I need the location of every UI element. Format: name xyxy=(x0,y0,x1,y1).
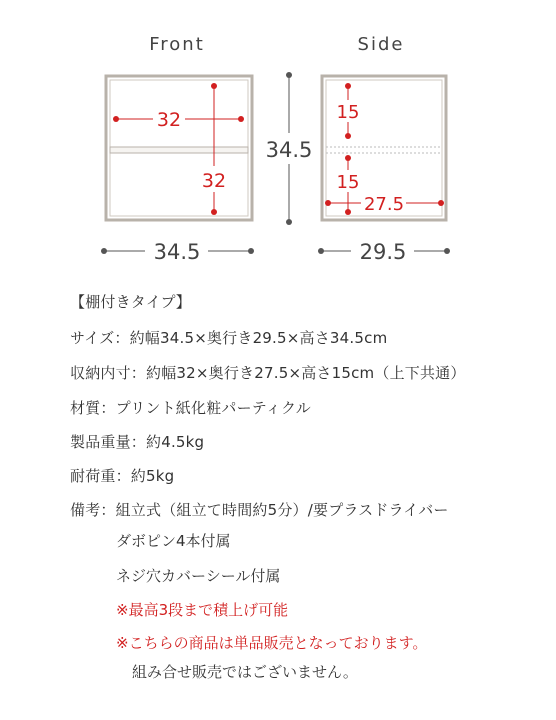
side-depth-dot-right xyxy=(438,200,444,206)
front-inner-height-label: 32 xyxy=(201,170,227,192)
dimension-diagram xyxy=(0,0,556,290)
spec-size: サイズ：約幅34.5×奥行き29.5×高さ34.5cm xyxy=(70,329,388,347)
front-overall-width-dot-right xyxy=(248,248,254,254)
side-overall-depth-dot-left xyxy=(318,248,324,254)
side-top-dot-top xyxy=(345,83,351,89)
spec-heading: 【棚付きタイプ】 xyxy=(70,293,192,311)
side-overall-depth-label: 29.5 xyxy=(359,240,407,264)
front-width-dot-left xyxy=(113,116,119,122)
front-view-label: Front xyxy=(149,34,205,55)
side-bottom-dot-bottom xyxy=(345,209,351,215)
side-overall-depth-dot-right xyxy=(444,248,450,254)
overall-height-label: 34.5 xyxy=(265,138,313,162)
side-depth-dot-left xyxy=(325,200,331,206)
front-shelf xyxy=(110,147,248,153)
front-height-dot-top xyxy=(211,83,217,89)
front-cabinet xyxy=(106,76,252,220)
front-overall-width-label: 34.5 xyxy=(153,240,201,264)
spec-inner-size: 収納内寸：約幅32×奥行き27.5×高さ15cm（上下共通） xyxy=(70,364,466,382)
overall-height-dot-bottom xyxy=(286,219,292,225)
side-top-dot-bottom xyxy=(345,133,351,139)
note-single-sale: ※こちらの商品は単品販売となっております。 xyxy=(116,634,428,652)
overall-height-dot-top xyxy=(286,72,292,78)
front-height-dot-bottom xyxy=(211,209,217,215)
front-overall-width-dot-left xyxy=(101,248,107,254)
note-stacking: ※最高3段まで積上げ可能 xyxy=(116,601,289,619)
side-top-height-label: 15 xyxy=(336,102,360,123)
side-bottom-dot-top xyxy=(345,155,351,161)
side-depth-label: 27.5 xyxy=(363,194,405,215)
side-view-label: Side xyxy=(357,34,405,55)
spec-remarks-dowel: ダボピン4本付属 xyxy=(116,532,231,550)
spec-material: 材質：プリント紙化粧パーティクル xyxy=(70,399,311,417)
spec-remarks: 備考：組立式（組立て時間約5分）/要プラスドライバー xyxy=(70,501,449,519)
spec-weight: 製品重量：約4.5kg xyxy=(70,433,205,451)
note-no-set-sale: 組み合せ販売ではございません。 xyxy=(132,663,358,681)
front-inner-width-label: 32 xyxy=(156,109,182,131)
spec-remarks-screw-cover: ネジ穴カバーシール付属 xyxy=(116,567,281,585)
side-bottom-height-label: 15 xyxy=(336,172,360,193)
spec-load: 耐荷重：約5kg xyxy=(70,467,175,485)
front-width-dot-right xyxy=(238,116,244,122)
